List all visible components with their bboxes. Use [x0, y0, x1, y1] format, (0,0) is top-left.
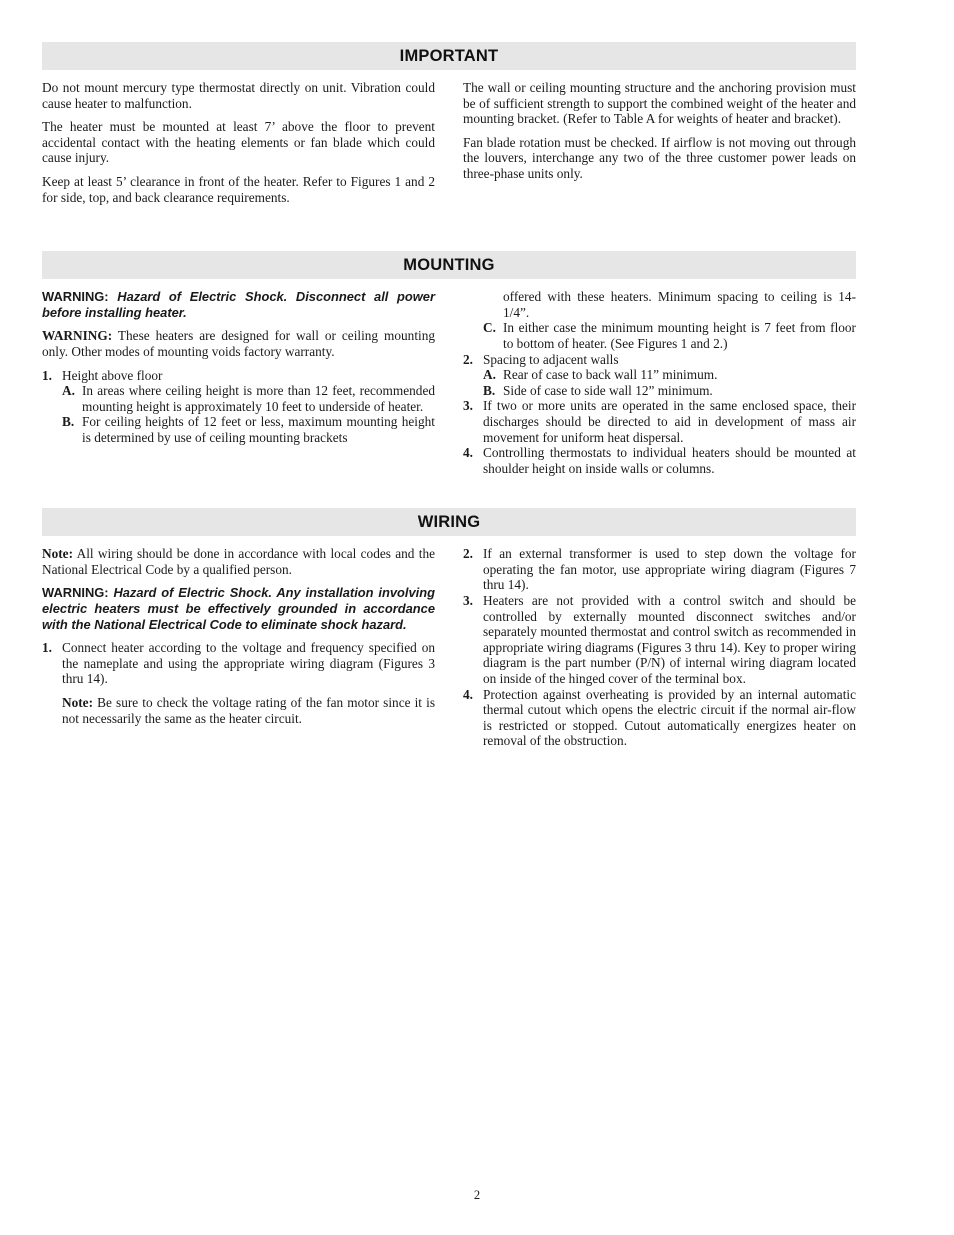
note-text: All wiring should be done in accordance with local codes and the National Electrical Code by a qualified person. — [42, 546, 435, 577]
note-label: Note: — [62, 695, 94, 711]
sub-list-item — [42, 383, 435, 414]
warning-text: Hazard of Electric Shock. Any installation involving electric heaters must be effectively grounded in accordance with the National Electrical Code to eliminate shock hazard. — [42, 585, 435, 632]
item-text: Rear of case to back wall 11” minimum. — [503, 367, 718, 383]
list-item — [463, 546, 856, 593]
item-letter: C. — [483, 320, 496, 336]
mounting-warning — [42, 328, 435, 359]
item-text: For ceiling heights of 12 feet or less, maximum mounting height is determined by use of ceiling mounting brackets — [82, 414, 435, 445]
sub-list-item — [463, 383, 856, 399]
item-number: 4. — [463, 445, 473, 461]
important-section — [42, 42, 856, 213]
wiring-note — [42, 546, 435, 577]
sub-list-item — [463, 367, 856, 383]
important-paragraph: The wall or ceiling mounting structure and the anchoring provision must be of sufficient strength to support the combined weight of the heater and mounting bracket. (Refer to Table A for weights of heater and bracket). — [463, 80, 856, 127]
important-left-column — [42, 80, 435, 213]
important-paragraph: Keep at least 5’ clearance in front of the heater. Refer to Figures 1 and 2 for side, top, and back clearance requirements. — [42, 173, 435, 205]
list-item — [463, 593, 856, 687]
item-continuation: offered with these heaters. Minimum spacing to ceiling is 14-1/4”. — [503, 289, 856, 320]
list-item — [463, 445, 856, 476]
mounting-section — [42, 251, 856, 476]
item-text: In areas where ceiling height is more than 12 feet, recommended mounting height is approximately 10 feet to underside of heater. — [82, 383, 435, 414]
item-letter: B. — [62, 414, 75, 430]
item-text: Height above floor — [62, 367, 163, 383]
wiring-right-column — [463, 546, 856, 749]
item-letter: A. — [483, 367, 496, 383]
item-text: Connect heater according to the voltage and frequency specified on the nameplate and using the appropriate wiring diagram (Figures 3 thru 14). — [62, 640, 435, 687]
item-number: 1. — [42, 367, 52, 383]
page-number: 2 — [473, 1188, 481, 1202]
list-item — [463, 687, 856, 749]
important-paragraph: Do not mount mercury type thermostat directly on unit. Vibration could cause heater to malfunction. — [42, 80, 435, 111]
item-number: 2. — [463, 546, 473, 562]
item-note — [42, 695, 435, 726]
important-paragraph: The heater must be mounted at least 7’ above the floor to prevent accidental contact with the heating elements or fan blade which could cause injury. — [42, 119, 435, 166]
warning-label: WARNING: — [42, 289, 109, 305]
shock-warning — [42, 585, 435, 632]
note-label: Note: — [42, 546, 74, 562]
sub-list-item — [42, 414, 435, 445]
warning-label: WARNING: — [42, 585, 109, 601]
list-item — [42, 640, 435, 687]
warning-label: WARNING: — [42, 328, 113, 344]
important-right-column — [463, 80, 856, 213]
item-text: If two or more units are operated in the same enclosed space, their discharges should be directed to aid in development of mass air movement for uniform heat dispersal. — [483, 398, 856, 445]
wiring-section — [42, 508, 856, 749]
item-text: Protection against overheating is provided by an internal automatic thermal cutout which opens the electric circuit if the normal air-flow is restricted or stopped. Cutout automatically energizes heater on removal of the obstruction. — [483, 686, 856, 749]
item-number: 4. — [463, 686, 473, 702]
note-text: Be sure to check the voltage rating of the fan motor since it is not necessarily the same as the heater circuit. — [62, 695, 435, 726]
important-paragraph: Fan blade rotation must be checked. If airflow is not moving out through the louvers, interchange any two of the three customer power leads on three-phase units only. — [463, 134, 856, 181]
item-letter: B. — [483, 382, 496, 398]
item-text: Heaters are not provided with a control switch and should be controlled by externally mounted disconnect switches and/or separately mounted thermostat and control switch as recommended in appropriate wiring diagrams (Figures 3 thru 14). Key to proper wiring diagram is the part number (P/N) of internal wiring diagram located on inside of the hinged cover of the terminal box. — [483, 593, 856, 687]
shock-warning — [42, 289, 435, 320]
item-number: 3. — [463, 398, 473, 414]
wiring-heading: WIRING — [42, 508, 856, 536]
list-item — [42, 368, 435, 384]
mounting-right-column — [463, 289, 856, 476]
item-text: In either case the minimum mounting height is 7 feet from floor to bottom of heater. (See Figures 1 and 2.) — [503, 320, 856, 351]
item-number: 3. — [463, 593, 473, 609]
list-item — [463, 352, 856, 368]
item-text: If an external transformer is used to step down the voltage for operating the fan motor, use appropriate wiring diagram (Figures 7 thru 14). — [483, 546, 856, 593]
item-text: Side of case to side wall 12” minimum. — [503, 382, 713, 398]
wiring-left-column — [42, 546, 435, 749]
item-text: Controlling thermostats to individual heaters should be mounted at shoulder height on inside walls or columns. — [483, 445, 856, 476]
mounting-left-column — [42, 289, 435, 476]
warning-text: These heaters are designed for wall or ceiling mounting only. Other modes of mounting voids factory warranty. — [42, 328, 436, 359]
item-number: 1. — [42, 640, 52, 656]
important-heading: IMPORTANT — [42, 42, 856, 70]
warning-text: Hazard of Electric Shock. Disconnect all power before installing heater. — [42, 289, 435, 320]
item-number: 2. — [463, 351, 473, 367]
item-text: Spacing to adjacent walls — [483, 351, 619, 367]
list-item — [463, 398, 856, 445]
sub-list-item — [463, 320, 856, 351]
mounting-heading: MOUNTING — [42, 251, 856, 279]
document-page — [42, 42, 856, 779]
item-letter: A. — [62, 383, 75, 399]
